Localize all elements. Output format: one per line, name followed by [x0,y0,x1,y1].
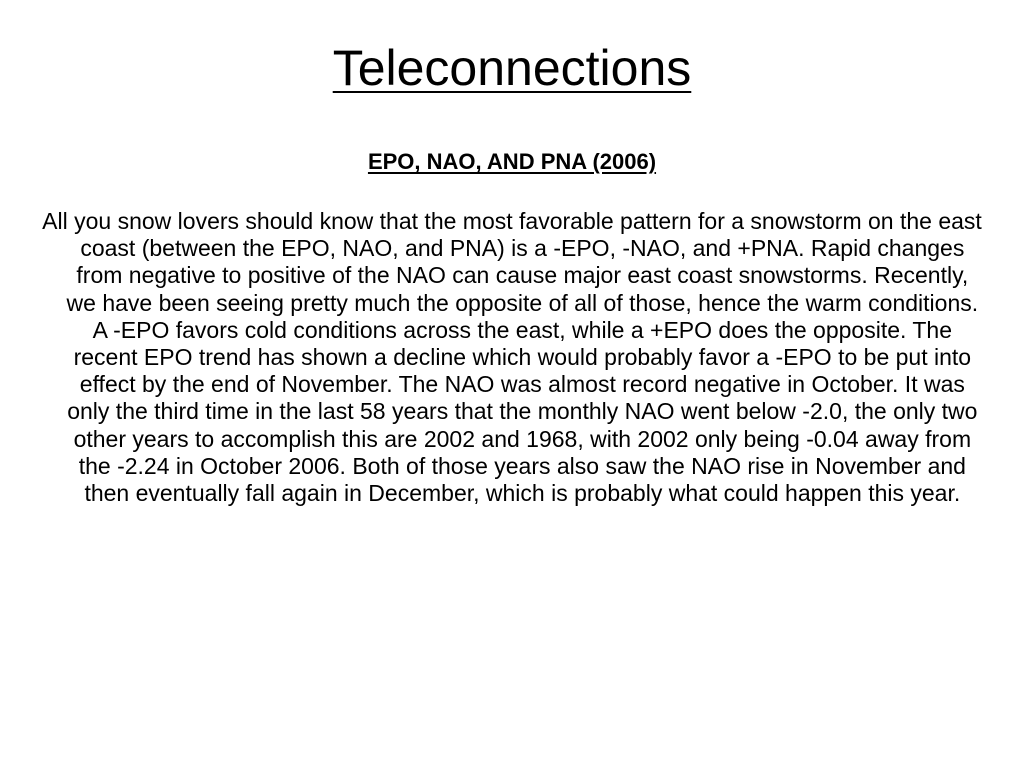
slide-title: Teleconnections [332,40,692,96]
body-paragraph: All you snow lovers should know that the most favorable pattern for a snowstorm on the east coast (between the EPO, NAO, and PNA) is a -EPO, -NAO, and +PNA. Rapid changes from negative to positive of the NAO can cause major east coast snowstorms. Recently, we have been seeing pretty much the opposite of all of those, hence the warm conditions. A -EPO favors cold conditions across the east, while a +EPO does the opposite. The recent EPO trend has shown a decline which would probably favor a -EPO to be put into effect by the end of November. The NAO was almost record negative in October. It was only the third time in the last 58 years that the monthly NAO went below -2.0, the only two other years to accomplish this are 2002 and 1968, with 2002 only being -0.04 away from the -2.24 in October 2006. Both of those years also saw the NAO rise in November and then eventually fall again in December, which is probably what could happen this year. [42,208,982,507]
slide-subtitle: EPO, NAO, AND PNA (2006) [367,149,657,174]
